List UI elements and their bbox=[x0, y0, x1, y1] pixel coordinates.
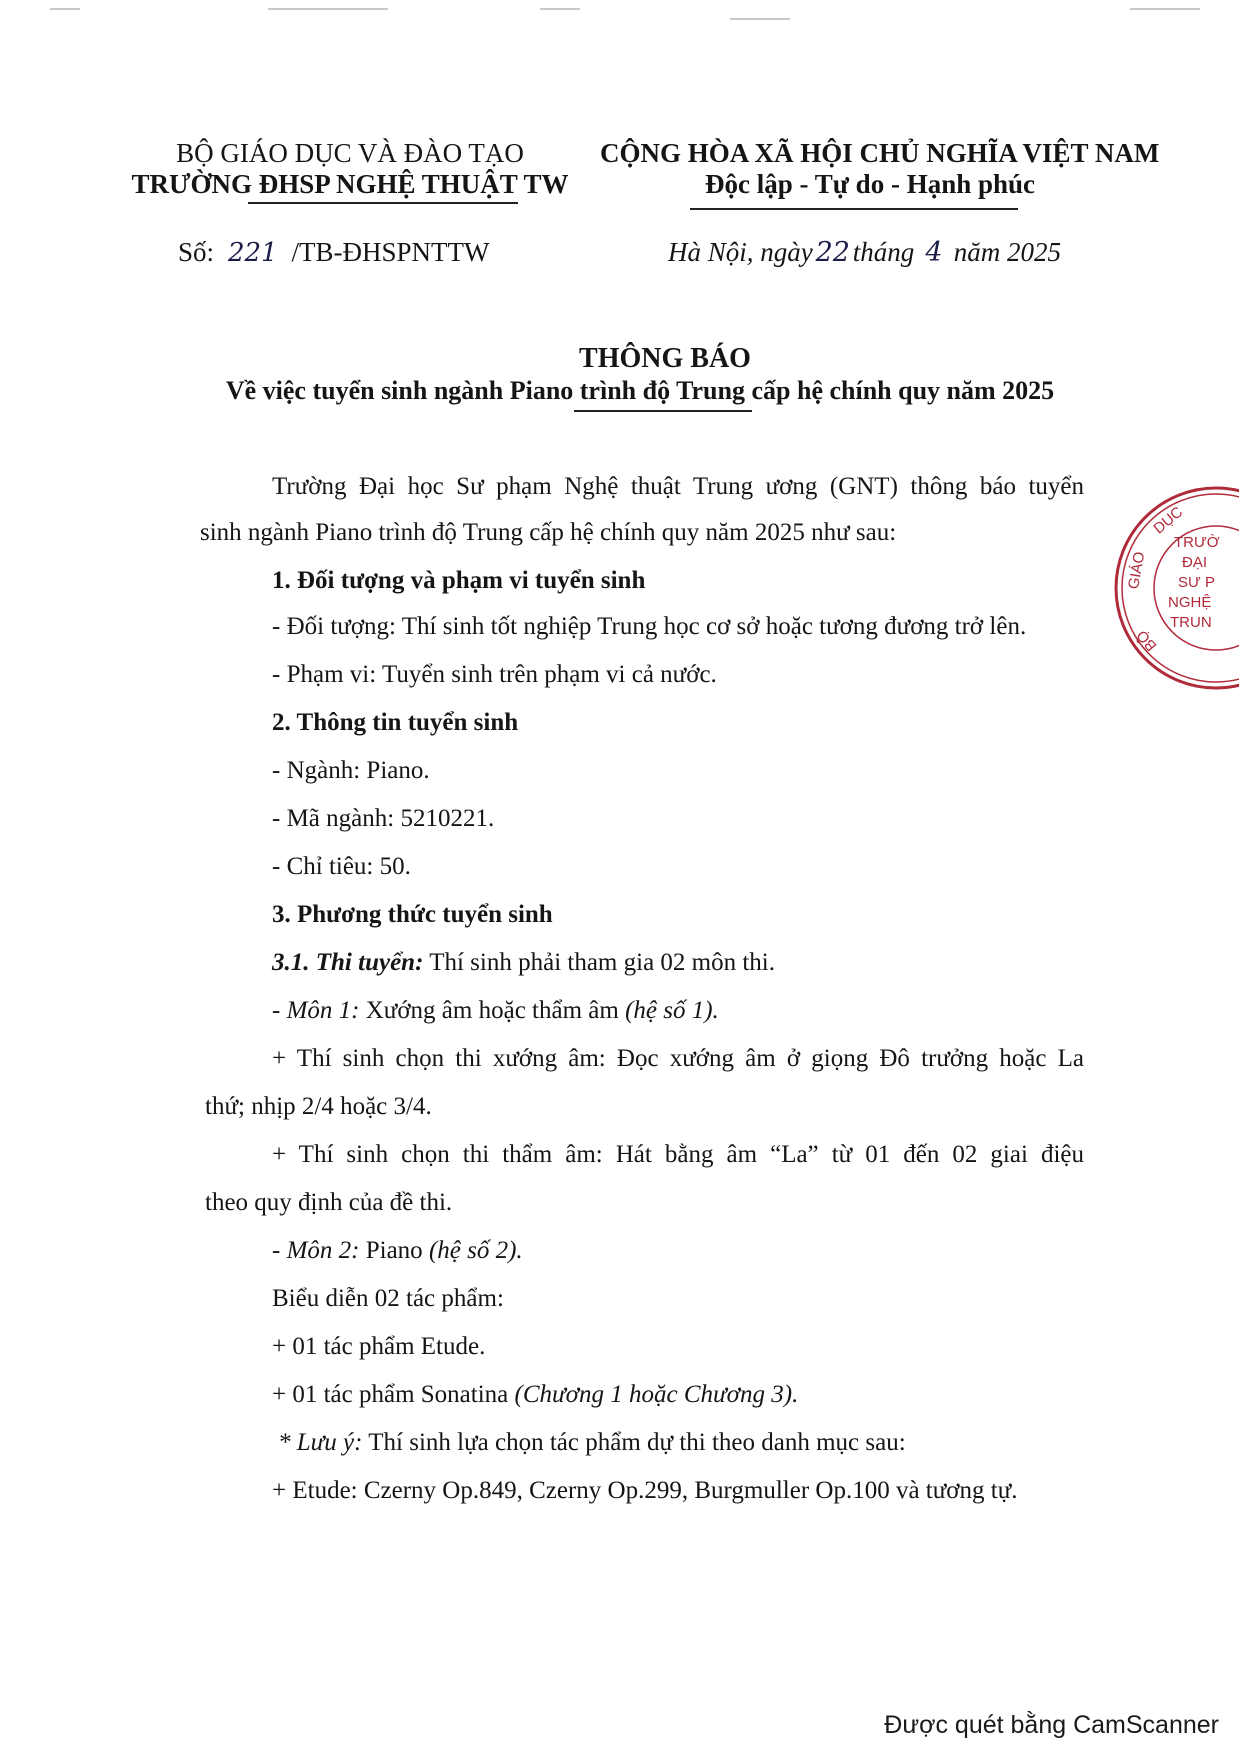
section-2-item-3: - Chỉ tiêu: 50. bbox=[272, 853, 411, 880]
ear-training-line-2: theo quy định của đề thi. bbox=[205, 1189, 453, 1216]
scan-artifact bbox=[540, 8, 580, 10]
sight-singing-line-2: thứ; nhịp 2/4 hoặc 3/4. bbox=[205, 1093, 432, 1120]
date-month-handwritten: 4 bbox=[925, 237, 943, 268]
doc-number-label: Số: bbox=[178, 237, 215, 267]
ear-training-line-1: + Thí sinh chọn thi thẩm âm: Hát bằng âm “La” từ 01 đến 02 giai điệu bbox=[272, 1141, 1084, 1168]
official-stamp bbox=[1112, 482, 1239, 694]
ministry-name: BỘ GIÁO DỤC VÀ ĐÀO TẠO bbox=[176, 138, 524, 168]
national-motto: Độc lập - Tự do - Hạnh phúc bbox=[704, 169, 1036, 199]
school-name: TRƯỜNG ĐHSP NGHỆ THUẬT TW bbox=[131, 169, 569, 199]
scan-artifact bbox=[268, 8, 388, 10]
section-1-heading: 1. Đối tượng và phạm vi tuyển sinh bbox=[272, 567, 646, 594]
stamp-text-2: TRƯỜ bbox=[1174, 534, 1220, 551]
document-subtitle: Về việc tuyển sinh ngành Piano trình độ Trung cấp hệ chính quy năm 2025 bbox=[225, 376, 1055, 405]
republic-name: CỘNG HÒA XÃ HỘI CHỦ NGHĨA VIỆT NAM bbox=[600, 138, 1160, 168]
scan-artifact bbox=[1130, 8, 1200, 10]
note-label: * Lưu ý: bbox=[278, 1429, 363, 1456]
etude-list-line: + Etude: Czerny Op.849, Czerny Op.299, Burgmuller Op.100 và tương tự. bbox=[272, 1477, 1018, 1504]
subject-1-label: - Môn 1: bbox=[272, 997, 360, 1024]
stamp-text-8: BỘ bbox=[1133, 626, 1161, 655]
note-line bbox=[278, 1428, 906, 1458]
note-text: Thí sinh lựa chọn tác phẩm dự thi theo danh mục sau: bbox=[362, 1429, 906, 1456]
piece-1-line: + 01 tác phẩm Etude. bbox=[272, 1333, 486, 1360]
subject-2-text: Piano bbox=[359, 1237, 429, 1264]
date-year: năm 2025 bbox=[953, 237, 1062, 267]
section-1-item-1: - Đối tượng: Thí sinh tốt nghiệp Trung học cơ sở hoặc tương đương trở lên. bbox=[272, 613, 1027, 640]
subject-1-text: Xướng âm hoặc thẩm âm bbox=[359, 997, 626, 1024]
subject-2-label: - Môn 2: bbox=[272, 1237, 360, 1264]
stamp-text-7: GIÁO bbox=[1125, 550, 1149, 591]
section-3-1-text: Thí sinh phải tham gia 02 môn thi. bbox=[423, 949, 776, 976]
section-2-heading: 2. Thông tin tuyển sinh bbox=[272, 709, 519, 736]
scan-artifact bbox=[50, 8, 80, 10]
stamp-text-3: ĐẠI bbox=[1182, 554, 1208, 571]
performance-line: Biểu diễn 02 tác phẩm: bbox=[272, 1285, 504, 1312]
date-month-label: tháng bbox=[852, 237, 915, 267]
scan-artifact bbox=[730, 18, 790, 20]
document-title: THÔNG BÁO bbox=[579, 343, 751, 374]
section-3-1-label: 3.1. Thi tuyển: bbox=[272, 949, 424, 976]
stamp-text-6: TRUN bbox=[1170, 614, 1212, 631]
subtitle-underline bbox=[574, 410, 752, 412]
piece-2-text: + 01 tác phẩm Sonatina bbox=[272, 1381, 515, 1408]
stamp-text-5: NGHỆ bbox=[1168, 594, 1212, 611]
subject-1-line bbox=[272, 996, 719, 1026]
document-number bbox=[178, 236, 490, 269]
scanner-watermark: Được quét bằng CamScanner bbox=[884, 1711, 1219, 1739]
date-prefix: Hà Nội, ngày bbox=[668, 237, 813, 267]
section-3-heading: 3. Phương thức tuyển sinh bbox=[272, 901, 553, 928]
intro-line-2: sinh ngành Piano trình độ Trung cấp hệ chính quy năm 2025 như sau: bbox=[200, 519, 897, 546]
motto-underline bbox=[690, 208, 1018, 210]
date-day-handwritten: 22 bbox=[815, 237, 850, 268]
intro-line-1: Trường Đại học Sư phạm Nghệ thuật Trung ương (GNT) thông báo tuyển bbox=[272, 473, 1084, 500]
subject-2-line bbox=[272, 1236, 523, 1266]
piece-2-note: (Chương 1 hoặc Chương 3). bbox=[514, 1381, 799, 1408]
section-3-1-line bbox=[272, 948, 775, 978]
section-1-item-2: - Phạm vi: Tuyển sinh trên phạm vi cả nước. bbox=[272, 661, 717, 688]
sight-singing-line-1: + Thí sinh chọn thi xướng âm: Đọc xướng âm ở giọng Đô trưởng hoặc La bbox=[272, 1045, 1084, 1072]
stamp-text-4: SƯ P bbox=[1178, 574, 1215, 591]
subject-2-coefficient: (hệ số 2). bbox=[428, 1237, 523, 1264]
piece-2-line bbox=[272, 1380, 798, 1410]
school-underline bbox=[248, 202, 518, 204]
document-date bbox=[668, 236, 1061, 269]
doc-number-handwritten: 221 bbox=[227, 238, 278, 268]
section-2-item-1: - Ngành: Piano. bbox=[272, 757, 430, 784]
doc-number-suffix: /TB-ĐHSPNTTW bbox=[291, 237, 490, 267]
stamp-text-1: DỤC bbox=[1150, 503, 1187, 538]
section-2-item-2: - Mã ngành: 5210221. bbox=[272, 805, 495, 832]
subject-1-coefficient: (hệ số 1). bbox=[625, 997, 719, 1024]
